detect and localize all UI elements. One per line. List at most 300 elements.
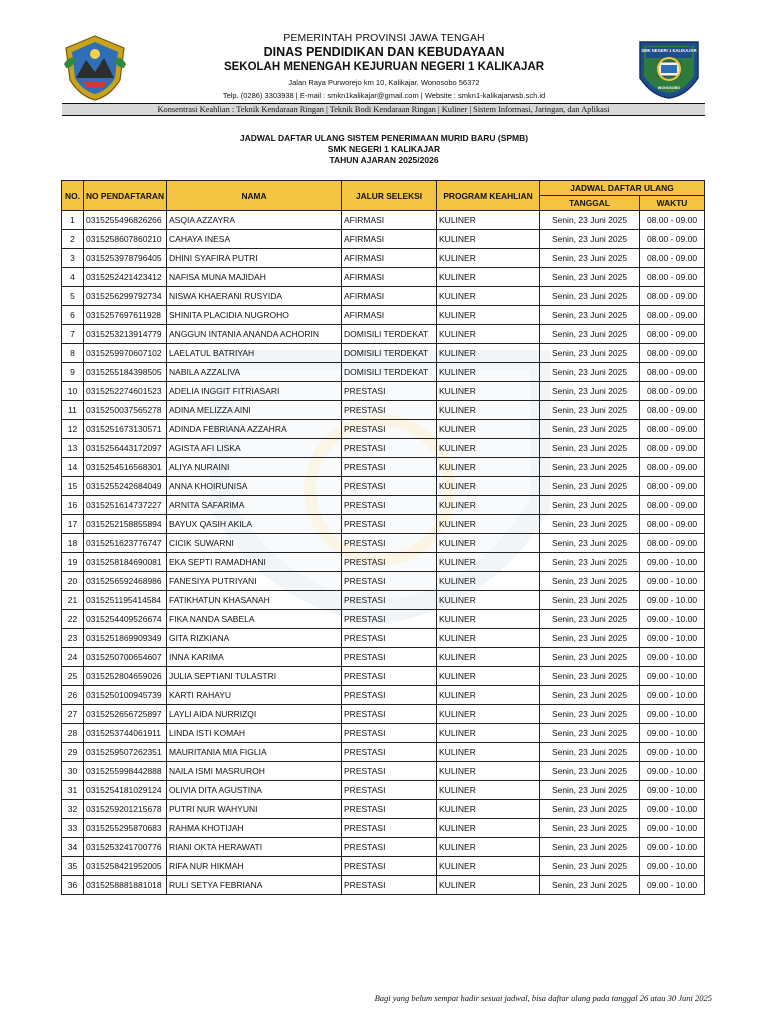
cell-selection-path: DOMISILI TERDEKAT	[342, 344, 437, 363]
cell-program: KULINER	[437, 762, 540, 781]
cell-selection-path: AFIRMASI	[342, 230, 437, 249]
cell-program: KULINER	[437, 705, 540, 724]
cell-program: KULINER	[437, 553, 540, 572]
cell-selection-path: PRESTASI	[342, 857, 437, 876]
cell-time: 08.00 - 09.00	[640, 306, 705, 325]
cell-registration-number: 0315256592468986	[84, 572, 167, 591]
cell-selection-path: PRESTASI	[342, 496, 437, 515]
cell-program: KULINER	[437, 781, 540, 800]
cell-registration-number: 0315256299792734	[84, 287, 167, 306]
cell-no: 24	[62, 648, 84, 667]
cell-no: 23	[62, 629, 84, 648]
cell-no: 2	[62, 230, 84, 249]
cell-date: Senin, 23 Juni 2025	[540, 819, 640, 838]
cell-time: 09.00 - 10.00	[640, 572, 705, 591]
cell-program: KULINER	[437, 724, 540, 743]
cell-time: 08.00 - 09.00	[640, 382, 705, 401]
cell-program: KULINER	[437, 382, 540, 401]
cell-registration-number: 0315259970607102	[84, 344, 167, 363]
table-row	[62, 363, 705, 382]
registration-schedule-table	[61, 180, 705, 895]
cell-no: 5	[62, 287, 84, 306]
cell-date: Senin, 23 Juni 2025	[540, 439, 640, 458]
cell-program: KULINER	[437, 211, 540, 230]
cell-registration-number: 0315256443172097	[84, 439, 167, 458]
cell-name: LINDA ISTI KOMAH	[167, 724, 342, 743]
cell-registration-number: 0315254181029124	[84, 781, 167, 800]
cell-time: 09.00 - 10.00	[640, 819, 705, 838]
cell-date: Senin, 23 Juni 2025	[540, 648, 640, 667]
cell-selection-path: PRESTASI	[342, 610, 437, 629]
cell-no: 10	[62, 382, 84, 401]
cell-selection-path: PRESTASI	[342, 439, 437, 458]
table-row	[62, 306, 705, 325]
cell-registration-number: 0315253241700776	[84, 838, 167, 857]
cell-selection-path: AFIRMASI	[342, 287, 437, 306]
cell-time: 08.00 - 09.00	[640, 249, 705, 268]
cell-no: 19	[62, 553, 84, 572]
cell-time: 09.00 - 10.00	[640, 648, 705, 667]
header-name: NAMA	[167, 181, 342, 211]
cell-selection-path: PRESTASI	[342, 629, 437, 648]
cell-no: 36	[62, 876, 84, 895]
cell-no: 13	[62, 439, 84, 458]
cell-program: KULINER	[437, 230, 540, 249]
cell-time: 09.00 - 10.00	[640, 553, 705, 572]
cell-name: CAHAYA INESA	[167, 230, 342, 249]
cell-name: NISWA KHAERANI RUSYIDA	[167, 287, 342, 306]
cell-selection-path: PRESTASI	[342, 743, 437, 762]
cell-registration-number: 0315255998442888	[84, 762, 167, 781]
cell-time: 08.00 - 09.00	[640, 496, 705, 515]
cell-program: KULINER	[437, 838, 540, 857]
table-row	[62, 800, 705, 819]
table-row	[62, 325, 705, 344]
concentration-band: Konsentrasi Keahlian : Teknik Kendaraan Ringan | Teknik Bodi Kendaraan Ringan | Kuliner | Sistem Informasi, Jaringan, dan Aplikasi	[62, 103, 705, 116]
cell-time: 09.00 - 10.00	[640, 629, 705, 648]
cell-name: AGISTA AFI LISKA	[167, 439, 342, 458]
cell-date: Senin, 23 Juni 2025	[540, 781, 640, 800]
table-row	[62, 344, 705, 363]
cell-name: FATIKHATUN KHASANAH	[167, 591, 342, 610]
cell-no: 20	[62, 572, 84, 591]
table-row	[62, 382, 705, 401]
table-row	[62, 439, 705, 458]
cell-registration-number: 0315251869909349	[84, 629, 167, 648]
table-row	[62, 287, 705, 306]
cell-selection-path: PRESTASI	[342, 876, 437, 895]
cell-date: Senin, 23 Juni 2025	[540, 553, 640, 572]
document-title: JADWAL DAFTAR ULANG SISTEM PENERIMAAN MURID BARU (SPMB)	[239, 133, 529, 143]
cell-selection-path: PRESTASI	[342, 382, 437, 401]
table-row	[62, 249, 705, 268]
cell-registration-number: 0315252421423412	[84, 268, 167, 287]
cell-date: Senin, 23 Juni 2025	[540, 496, 640, 515]
cell-selection-path: AFIRMASI	[342, 306, 437, 325]
cell-time: 08.00 - 09.00	[640, 325, 705, 344]
cell-no: 1	[62, 211, 84, 230]
cell-registration-number: 0315255295870683	[84, 819, 167, 838]
cell-selection-path: PRESTASI	[342, 477, 437, 496]
school-address: Jalan Raya Purworejo km 10, Kalikajar, Wonosobo 56372	[288, 78, 480, 87]
cell-name: LAYLI AIDA NURRIZQI	[167, 705, 342, 724]
header-schedule: JADWAL DAFTAR ULANG	[540, 181, 705, 196]
cell-selection-path: PRESTASI	[342, 515, 437, 534]
cell-name: INNA KARIMA	[167, 648, 342, 667]
cell-name: FIKA NANDA SABELA	[167, 610, 342, 629]
cell-selection-path: AFIRMASI	[342, 249, 437, 268]
cell-time: 09.00 - 10.00	[640, 591, 705, 610]
cell-selection-path: PRESTASI	[342, 534, 437, 553]
cell-name: RIANI OKTA HERAWATI	[167, 838, 342, 857]
cell-date: Senin, 23 Juni 2025	[540, 268, 640, 287]
cell-date: Senin, 23 Juni 2025	[540, 724, 640, 743]
table-row	[62, 572, 705, 591]
table-row	[62, 876, 705, 895]
cell-time: 09.00 - 10.00	[640, 838, 705, 857]
cell-date: Senin, 23 Juni 2025	[540, 705, 640, 724]
cell-selection-path: DOMISILI TERDEKAT	[342, 363, 437, 382]
cell-registration-number: 0315251673130571	[84, 420, 167, 439]
table-row	[62, 724, 705, 743]
cell-program: KULINER	[437, 610, 540, 629]
table-row	[62, 553, 705, 572]
cell-program: KULINER	[437, 363, 540, 382]
cell-selection-path: PRESTASI	[342, 762, 437, 781]
cell-date: Senin, 23 Juni 2025	[540, 382, 640, 401]
cell-name: NAILA ISMI MASRUROH	[167, 762, 342, 781]
cell-selection-path: DOMISILI TERDEKAT	[342, 325, 437, 344]
table-row	[62, 648, 705, 667]
cell-date: Senin, 23 Juni 2025	[540, 401, 640, 420]
cell-registration-number: 0315258881881018	[84, 876, 167, 895]
cell-date: Senin, 23 Juni 2025	[540, 211, 640, 230]
cell-no: 28	[62, 724, 84, 743]
cell-time: 08.00 - 09.00	[640, 211, 705, 230]
header-registration-number: NO PENDAFTARAN	[84, 181, 167, 211]
cell-program: KULINER	[437, 401, 540, 420]
cell-selection-path: PRESTASI	[342, 591, 437, 610]
cell-no: 29	[62, 743, 84, 762]
cell-date: Senin, 23 Juni 2025	[540, 306, 640, 325]
cell-selection-path: PRESTASI	[342, 800, 437, 819]
table-row	[62, 781, 705, 800]
school-logo	[634, 38, 704, 100]
cell-time: 08.00 - 09.00	[640, 268, 705, 287]
cell-program: KULINER	[437, 534, 540, 553]
cell-registration-number: 0315255184398505	[84, 363, 167, 382]
cell-no: 11	[62, 401, 84, 420]
cell-program: KULINER	[437, 876, 540, 895]
cell-no: 26	[62, 686, 84, 705]
cell-time: 08.00 - 09.00	[640, 344, 705, 363]
cell-name: BAYUX QASIH AKILA	[167, 515, 342, 534]
cell-time: 09.00 - 10.00	[640, 705, 705, 724]
cell-time: 09.00 - 10.00	[640, 857, 705, 876]
cell-registration-number: 0315252158855894	[84, 515, 167, 534]
cell-program: KULINER	[437, 249, 540, 268]
cell-time: 08.00 - 09.00	[640, 458, 705, 477]
cell-name: ANNA KHOIRUNISA	[167, 477, 342, 496]
cell-registration-number: 0315251195414584	[84, 591, 167, 610]
cell-name: RULI SETYA FEBRIANA	[167, 876, 342, 895]
cell-date: Senin, 23 Juni 2025	[540, 420, 640, 439]
cell-time: 09.00 - 10.00	[640, 667, 705, 686]
cell-registration-number: 0315259201215678	[84, 800, 167, 819]
cell-program: KULINER	[437, 591, 540, 610]
cell-time: 09.00 - 10.00	[640, 762, 705, 781]
cell-registration-number: 0315250100945739	[84, 686, 167, 705]
table-row	[62, 477, 705, 496]
cell-registration-number: 0315254409526674	[84, 610, 167, 629]
school-logo-subtext: WONOSOBO	[657, 86, 681, 90]
cell-name: NABILA AZZALIVA	[167, 363, 342, 382]
cell-date: Senin, 23 Juni 2025	[540, 667, 640, 686]
cell-name: ALIYA NURAINI	[167, 458, 342, 477]
cell-selection-path: PRESTASI	[342, 838, 437, 857]
cell-time: 08.00 - 09.00	[640, 363, 705, 382]
cell-time: 08.00 - 09.00	[640, 534, 705, 553]
cell-registration-number: 0315251623776747	[84, 534, 167, 553]
cell-no: 33	[62, 819, 84, 838]
cell-name: DHINI SYAFIRA PUTRI	[167, 249, 342, 268]
cell-no: 14	[62, 458, 84, 477]
cell-program: KULINER	[437, 306, 540, 325]
cell-registration-number: 0315250700654607	[84, 648, 167, 667]
cell-time: 09.00 - 10.00	[640, 781, 705, 800]
cell-program: KULINER	[437, 819, 540, 838]
cell-date: Senin, 23 Juni 2025	[540, 800, 640, 819]
letterhead	[0, 0, 768, 114]
cell-program: KULINER	[437, 686, 540, 705]
school-contact: Telp. (0286) 3303938 | E-mail : smkn1kalikajar@gmail.com | Website : smkn1-kalikajarwsb.sch.id	[222, 91, 546, 100]
table-row	[62, 268, 705, 287]
cell-name: SHINITA PLACIDIA NUGROHO	[167, 306, 342, 325]
cell-registration-number: 0315258421952005	[84, 857, 167, 876]
cell-no: 16	[62, 496, 84, 515]
table-row	[62, 591, 705, 610]
cell-time: 09.00 - 10.00	[640, 876, 705, 895]
table-row	[62, 743, 705, 762]
cell-time: 09.00 - 10.00	[640, 800, 705, 819]
table-row	[62, 667, 705, 686]
table-row	[62, 458, 705, 477]
cell-date: Senin, 23 Juni 2025	[540, 458, 640, 477]
cell-no: 4	[62, 268, 84, 287]
cell-name: ANGGUN INTANIA ANANDA ACHORIN	[167, 325, 342, 344]
cell-selection-path: AFIRMASI	[342, 211, 437, 230]
cell-date: Senin, 23 Juni 2025	[540, 591, 640, 610]
cell-selection-path: PRESTASI	[342, 667, 437, 686]
cell-date: Senin, 23 Juni 2025	[540, 249, 640, 268]
cell-no: 3	[62, 249, 84, 268]
header-line-2: DINAS PENDIDIKAN DAN KEBUDAYAAN	[263, 45, 505, 59]
cell-registration-number: 0315251614737227	[84, 496, 167, 515]
cell-date: Senin, 23 Juni 2025	[540, 610, 640, 629]
cell-name: KARTI RAHAYU	[167, 686, 342, 705]
cell-time: 08.00 - 09.00	[640, 439, 705, 458]
cell-date: Senin, 23 Juni 2025	[540, 857, 640, 876]
header-selection-path: JALUR SELEKSI	[342, 181, 437, 211]
cell-registration-number: 0315253213914779	[84, 325, 167, 344]
cell-name: ADELIA INGGIT FITRIASARI	[167, 382, 342, 401]
cell-selection-path: PRESTASI	[342, 648, 437, 667]
cell-registration-number: 0315258607860210	[84, 230, 167, 249]
header-program: PROGRAM KEAHLIAN	[437, 181, 540, 211]
table-row	[62, 534, 705, 553]
cell-program: KULINER	[437, 496, 540, 515]
cell-name: RIFA NUR HIKMAH	[167, 857, 342, 876]
table-row	[62, 762, 705, 781]
cell-name: JULIA SEPTIANI TULASTRI	[167, 667, 342, 686]
cell-name: ASQIA AZZAYRA	[167, 211, 342, 230]
cell-program: KULINER	[437, 477, 540, 496]
cell-program: KULINER	[437, 287, 540, 306]
cell-no: 15	[62, 477, 84, 496]
cell-selection-path: PRESTASI	[342, 781, 437, 800]
cell-registration-number: 0315254516568301	[84, 458, 167, 477]
table-row	[62, 230, 705, 249]
cell-name: ADINDA FEBRIANA AZZAHRA	[167, 420, 342, 439]
header-no: NO.	[62, 181, 84, 211]
cell-program: KULINER	[437, 743, 540, 762]
table-row	[62, 629, 705, 648]
cell-date: Senin, 23 Juni 2025	[540, 572, 640, 591]
school-logo-text: SMK NEGERI 1 KALIKAJAR	[641, 48, 697, 53]
cell-date: Senin, 23 Juni 2025	[540, 477, 640, 496]
cell-program: KULINER	[437, 268, 540, 287]
cell-name: OLIVIA DITA AGUSTINA	[167, 781, 342, 800]
table-row	[62, 705, 705, 724]
cell-selection-path: PRESTASI	[342, 553, 437, 572]
cell-program: KULINER	[437, 800, 540, 819]
cell-program: KULINER	[437, 420, 540, 439]
school-name: SEKOLAH MENENGAH KEJURUAN NEGERI 1 KALIKAJAR	[223, 61, 545, 73]
cell-date: Senin, 23 Juni 2025	[540, 743, 640, 762]
table-row	[62, 515, 705, 534]
cell-name: NAFISA MUNA MAJIDAH	[167, 268, 342, 287]
cell-no: 34	[62, 838, 84, 857]
cell-date: Senin, 23 Juni 2025	[540, 629, 640, 648]
cell-date: Senin, 23 Juni 2025	[540, 876, 640, 895]
cell-selection-path: PRESTASI	[342, 819, 437, 838]
cell-selection-path: PRESTASI	[342, 420, 437, 439]
document-subtitle: SMK NEGERI 1 KALIKAJAR	[327, 144, 441, 154]
cell-no: 9	[62, 363, 84, 382]
cell-name: FANESIYA PUTRIYANI	[167, 572, 342, 591]
cell-time: 08.00 - 09.00	[640, 230, 705, 249]
cell-selection-path: AFIRMASI	[342, 268, 437, 287]
cell-registration-number: 0315259507262351	[84, 743, 167, 762]
cell-program: KULINER	[437, 439, 540, 458]
cell-name: PUTRI NUR WAHYUNI	[167, 800, 342, 819]
cell-name: EKA SEPTI RAMADHANI	[167, 553, 342, 572]
cell-program: KULINER	[437, 344, 540, 363]
cell-no: 32	[62, 800, 84, 819]
cell-no: 6	[62, 306, 84, 325]
cell-time: 09.00 - 10.00	[640, 743, 705, 762]
cell-time: 09.00 - 10.00	[640, 724, 705, 743]
cell-program: KULINER	[437, 325, 540, 344]
cell-no: 12	[62, 420, 84, 439]
cell-date: Senin, 23 Juni 2025	[540, 515, 640, 534]
cell-registration-number: 0315250037565278	[84, 401, 167, 420]
cell-registration-number: 0315253744061911	[84, 724, 167, 743]
cell-name: CICIK SUWARNI	[167, 534, 342, 553]
table-row	[62, 420, 705, 439]
cell-registration-number: 0315258184690081	[84, 553, 167, 572]
cell-time: 09.00 - 10.00	[640, 610, 705, 629]
table-row	[62, 211, 705, 230]
cell-registration-number: 0315257697611928	[84, 306, 167, 325]
cell-selection-path: PRESTASI	[342, 572, 437, 591]
header-line-1: PEMERINTAH PROVINSI JAWA TENGAH	[283, 32, 485, 44]
cell-name: MAURITANIA MIA FIGLIA	[167, 743, 342, 762]
table-row	[62, 819, 705, 838]
academic-year: TAHUN AJARAN 2025/2026	[329, 155, 439, 165]
header-date: TANGGAL	[540, 196, 640, 211]
cell-date: Senin, 23 Juni 2025	[540, 534, 640, 553]
cell-date: Senin, 23 Juni 2025	[540, 686, 640, 705]
cell-name: ADINA MELIZZA AINI	[167, 401, 342, 420]
cell-time: 08.00 - 09.00	[640, 420, 705, 439]
cell-date: Senin, 23 Juni 2025	[540, 363, 640, 382]
cell-selection-path: PRESTASI	[342, 458, 437, 477]
cell-date: Senin, 23 Juni 2025	[540, 230, 640, 249]
cell-selection-path: PRESTASI	[342, 401, 437, 420]
cell-name: ARNITA SAFARIMA	[167, 496, 342, 515]
cell-registration-number: 0315255496826266	[84, 211, 167, 230]
cell-no: 27	[62, 705, 84, 724]
cell-no: 21	[62, 591, 84, 610]
table-row	[62, 610, 705, 629]
cell-no: 17	[62, 515, 84, 534]
cell-no: 18	[62, 534, 84, 553]
cell-time: 08.00 - 09.00	[640, 401, 705, 420]
cell-date: Senin, 23 Juni 2025	[540, 287, 640, 306]
cell-no: 25	[62, 667, 84, 686]
cell-date: Senin, 23 Juni 2025	[540, 838, 640, 857]
cell-registration-number: 0315252656725897	[84, 705, 167, 724]
cell-name: LAELATUL BATRIYAH	[167, 344, 342, 363]
cell-program: KULINER	[437, 515, 540, 534]
cell-name: GITA RIZKIANA	[167, 629, 342, 648]
cell-program: KULINER	[437, 648, 540, 667]
cell-selection-path: PRESTASI	[342, 686, 437, 705]
cell-program: KULINER	[437, 458, 540, 477]
table-row	[62, 496, 705, 515]
cell-no: 31	[62, 781, 84, 800]
header-time: WAKTU	[640, 196, 705, 211]
cell-date: Senin, 23 Juni 2025	[540, 344, 640, 363]
cell-registration-number: 0315252274601523	[84, 382, 167, 401]
cell-no: 22	[62, 610, 84, 629]
cell-registration-number: 0315255242684049	[84, 477, 167, 496]
cell-no: 8	[62, 344, 84, 363]
cell-selection-path: PRESTASI	[342, 724, 437, 743]
cell-no: 35	[62, 857, 84, 876]
cell-time: 09.00 - 10.00	[640, 686, 705, 705]
cell-program: KULINER	[437, 857, 540, 876]
cell-program: KULINER	[437, 629, 540, 648]
cell-registration-number: 0315252804659026	[84, 667, 167, 686]
table-row	[62, 401, 705, 420]
table-row	[62, 686, 705, 705]
cell-time: 08.00 - 09.00	[640, 477, 705, 496]
table-row	[62, 838, 705, 857]
table-row	[62, 857, 705, 876]
cell-no: 7	[62, 325, 84, 344]
